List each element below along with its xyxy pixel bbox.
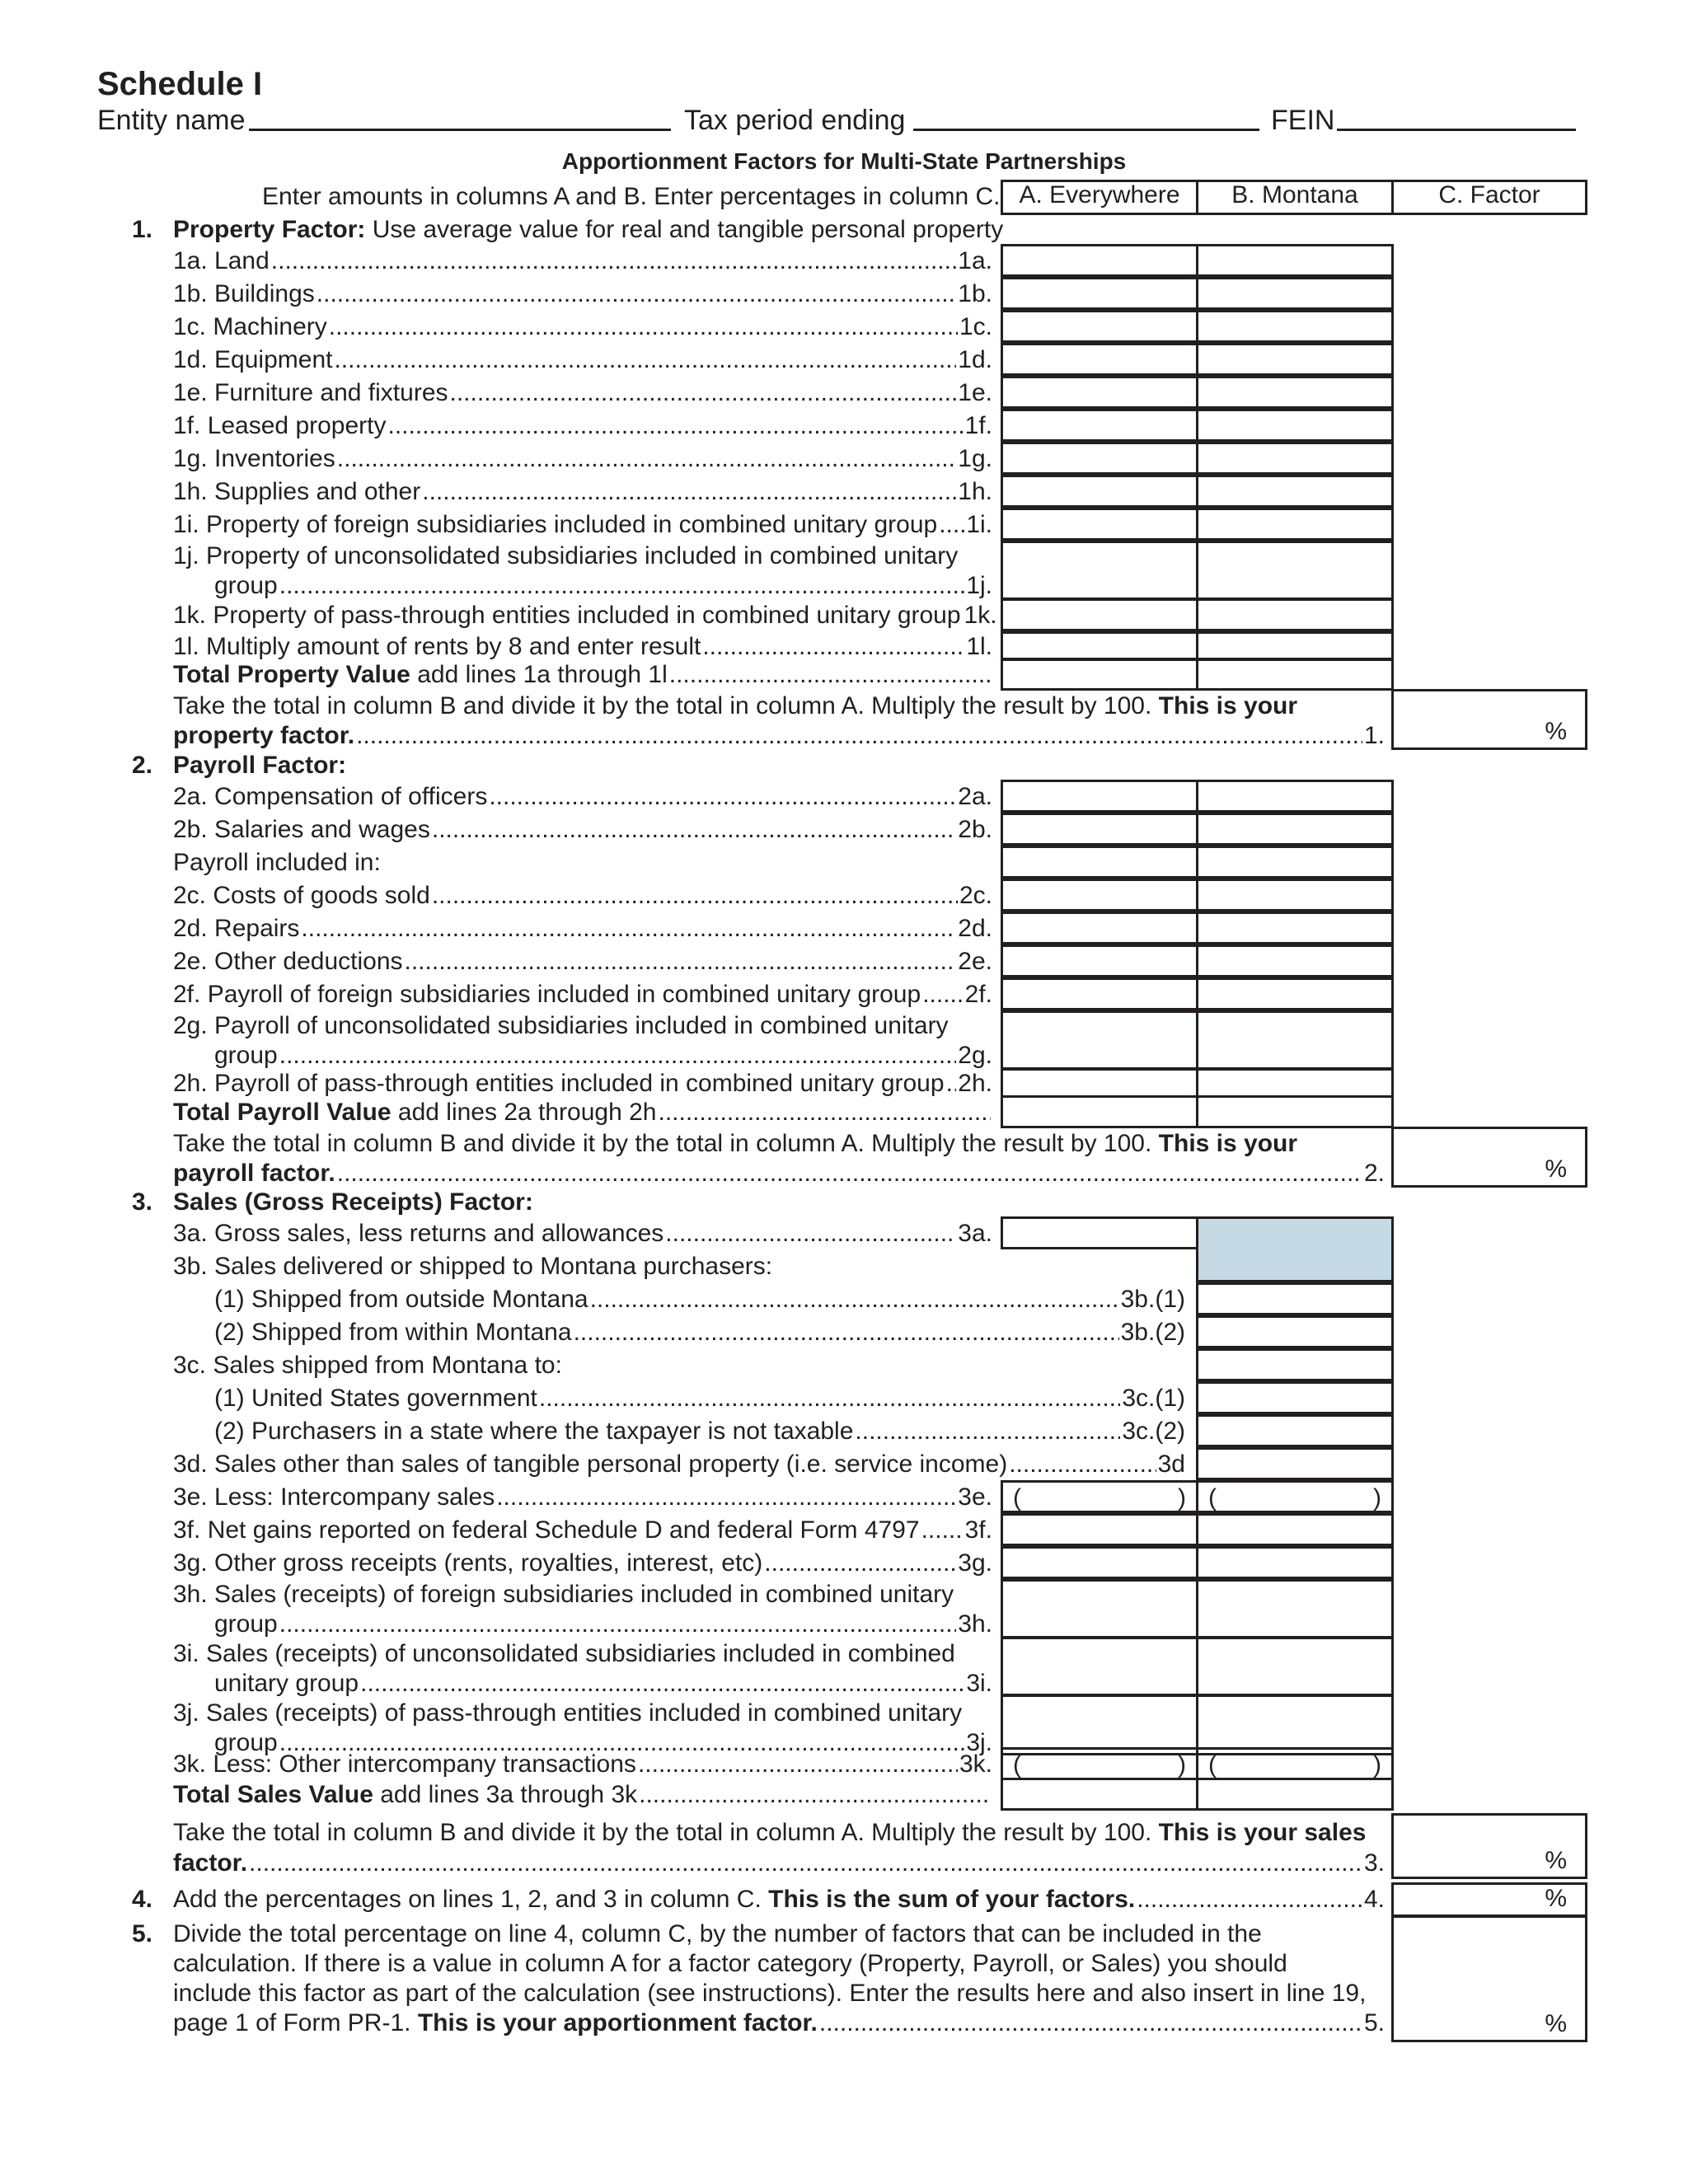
payroll-line-label: Payroll included in: [173, 849, 381, 876]
property-line-label: 1h. Supplies and other ..... 1h. [173, 478, 992, 506]
sales-cell-b[interactable] [1196, 1414, 1394, 1447]
property-total-a[interactable] [1001, 658, 1198, 691]
sales-line-label-cont: group ..... 3j. [214, 1729, 992, 1757]
property-line-label: 1e. Furniture and fixtures ..... 1e. [173, 379, 992, 407]
fein-label: FEIN [1271, 105, 1335, 136]
sales-cell-a[interactable] [1001, 1694, 1198, 1755]
property-line-label: 1c. Machinery ..... 1c. [173, 313, 992, 341]
fein-field[interactable] [1337, 129, 1576, 131]
property-cell-b[interactable] [1196, 277, 1394, 310]
payroll-cell-a[interactable] [1001, 879, 1198, 912]
payroll-line-label: 2b. Salaries and wages ..... 2b. [173, 816, 992, 844]
property-total-label: Total Property Value add lines 1a through 1l ..... [173, 661, 992, 689]
property-line-label-cont: group ..... 1j. [214, 572, 992, 600]
entity-name-label: Entity name [97, 105, 246, 136]
payroll-line-label: 2c. Costs of goods sold ..... 2c. [173, 882, 992, 910]
column-a-header: A. Everywhere [1001, 180, 1198, 215]
property-cell-a[interactable] [1001, 277, 1198, 310]
payroll-line-label: 2d. Repairs ..... 2d. [173, 915, 992, 943]
sales-factor-c[interactable]: % [1391, 1813, 1587, 1879]
property-line-label: 1i. Property of foreign subsidiaries included in combined unitary group ..... 1i. [173, 511, 992, 539]
sales-cell-a[interactable] [1001, 1579, 1198, 1638]
sales-factor-line: factor. ..... 3. [173, 1849, 1385, 1877]
sales-line-label: 3d. Sales other than sales of tangible personal property (i.e. service income) ..... 3d [173, 1451, 1185, 1479]
property-cell-a[interactable] [1001, 244, 1198, 277]
sales-cell-b[interactable] [1196, 1348, 1394, 1381]
property-cell-b[interactable] [1196, 631, 1394, 661]
sales-number: 3. [132, 1188, 153, 1216]
sales-total-label: Total Sales Value add lines 3a through 3k ..... [173, 1781, 992, 1809]
payroll-cell-b[interactable] [1196, 1068, 1394, 1098]
payroll-cell-b[interactable] [1196, 912, 1394, 944]
line4-factor-c[interactable]: % [1391, 1882, 1587, 1917]
sales-line-label: 3c. Sales shipped from Montana to: [173, 1352, 562, 1379]
sales-cell-b[interactable] [1196, 1579, 1394, 1638]
payroll-total-b[interactable] [1196, 1095, 1394, 1128]
property-cell-a[interactable] [1001, 376, 1198, 409]
sales-line-label-cont: unitary group ..... 3i. [214, 1670, 992, 1698]
property-number: 1. [132, 216, 153, 243]
sales-line-label: (1) United States government ..... 3c.(1) [214, 1385, 1185, 1413]
line5-text4: page 1 of Form PR-1. This is your apportionment factor. ..... 5. [173, 2009, 1385, 2037]
property-cell-b[interactable] [1196, 442, 1394, 475]
property-line-label: 1j. Property of unconsolidated subsidiaries included in combined unitary [173, 542, 959, 569]
property-cell-b[interactable] [1196, 343, 1394, 376]
sales-line-label: 3i. Sales (receipts) of unconsolidated subsidiaries included in combined [173, 1640, 955, 1667]
property-line-label: 1d. Equipment ..... 1d. [173, 346, 992, 374]
payroll-cell-b[interactable] [1196, 780, 1394, 813]
sales-cell-b[interactable]: ( ) [1196, 1480, 1394, 1513]
sales-cell-b[interactable] [1196, 1447, 1394, 1480]
property-cell-b[interactable] [1196, 310, 1394, 343]
payroll-line-label: 2f. Payroll of foreign subsidiaries included in combined unitary group ..... 2f. [173, 981, 992, 1009]
tax-period-field[interactable] [913, 129, 1259, 131]
payroll-factor-line: payroll factor. ..... 2. [173, 1160, 1385, 1188]
property-cell-a[interactable] [1001, 541, 1198, 600]
payroll-cell-b[interactable] [1196, 846, 1394, 879]
sales-cell-b[interactable] [1196, 1315, 1394, 1348]
line5-text3: include this factor as part of the calculation (see instructions). Enter the results here and also insert in line 19, [173, 1980, 1367, 2007]
sales-line-label: 3e. Less: Intercompany sales ..... 3e. [173, 1483, 992, 1511]
payroll-cell-a[interactable] [1001, 813, 1198, 846]
column-instruction: Enter amounts in columns A and B. Enter percentages in column C. [262, 183, 1001, 210]
payroll-factor-c[interactable]: % [1391, 1127, 1587, 1188]
sales-factor-text: Take the total in column B and divide it by the total in column A. Multiply the result by 100. This is your sales [173, 1819, 1367, 1846]
property-factor-c[interactable]: % [1391, 689, 1587, 750]
sales-cell-b[interactable] [1196, 1546, 1394, 1579]
payroll-cell-b[interactable] [1196, 977, 1394, 1010]
payroll-cell-a[interactable] [1001, 912, 1198, 944]
sales-line-label: 3g. Other gross receipts (rents, royalties, interest, etc) ..... 3g. [173, 1549, 992, 1577]
sales-cell-b[interactable] [1196, 1381, 1394, 1414]
property-factor-line: property factor. ..... 1. [173, 722, 1385, 750]
sales-cell-a[interactable]: ( ) [1001, 1747, 1198, 1780]
property-cell-b[interactable] [1196, 376, 1394, 409]
column-c-header: C. Factor [1391, 180, 1587, 215]
entity-name-field[interactable] [249, 129, 671, 131]
sales-cell-b[interactable]: ( ) [1196, 1747, 1394, 1780]
column-b-header: B. Montana [1196, 180, 1394, 215]
payroll-cell-b[interactable] [1196, 944, 1394, 977]
payroll-line-label-cont: group ..... 2g. [214, 1042, 992, 1070]
sales-cell-a[interactable] [1001, 1513, 1198, 1546]
sales-cell-a[interactable] [1001, 1546, 1198, 1579]
sales-cell-b[interactable] [1196, 1694, 1394, 1755]
payroll-number: 2. [132, 752, 153, 779]
sales-cell-a[interactable] [1001, 1637, 1198, 1696]
property-cell-a[interactable] [1001, 631, 1198, 661]
sales-total-a[interactable] [1001, 1778, 1198, 1811]
line5-factor-c[interactable]: % [1391, 1915, 1587, 2042]
property-cell-a[interactable] [1001, 598, 1198, 631]
property-factor-text: Take the total in column B and divide it by the total in column A. Multiply the result by 100. This is your [173, 692, 1298, 719]
tax-period-label: Tax period ending [684, 105, 906, 136]
payroll-line-label: 2g. Payroll of unconsolidated subsidiaries included in combined unitary [173, 1012, 949, 1039]
sales-total-b[interactable] [1196, 1778, 1394, 1811]
sales-heading: Sales (Gross Receipts) Factor: [173, 1188, 533, 1216]
payroll-factor-text: Take the total in column B and divide it by the total in column A. Multiply the result by 100. This is your [173, 1130, 1298, 1157]
sales-line-label: (2) Purchasers in a state where the taxpayer is not taxable ..... 3c.(2) [214, 1418, 1185, 1446]
payroll-cell-a[interactable] [1001, 780, 1198, 813]
payroll-cell-b[interactable] [1196, 813, 1394, 846]
property-line-label: 1k. Property of pass-through entities included in combined unitary group 1k. [173, 602, 997, 629]
payroll-cell-a[interactable] [1001, 1010, 1198, 1070]
payroll-cell-b[interactable] [1196, 1010, 1394, 1070]
line4-text: Add the percentages on lines 1, 2, and 3 in column C. This is the sum of your factors. ..... 4. [173, 1886, 1385, 1914]
sales-line-label: (2) Shipped from within Montana ..... 3b.(2) [214, 1319, 1185, 1347]
line4-number: 4. [132, 1886, 153, 1913]
property-line-label: 1b. Buildings ..... 1b. [173, 280, 992, 308]
line5-number: 5. [132, 1920, 153, 1947]
property-cell-a[interactable] [1001, 409, 1198, 442]
payroll-cell-a[interactable] [1001, 846, 1198, 879]
property-cell-a[interactable] [1001, 310, 1198, 343]
property-line-label: 1a. Land ..... 1a. [173, 247, 992, 275]
payroll-cell-b[interactable] [1196, 879, 1394, 912]
property-cell-a[interactable] [1001, 442, 1198, 475]
schedule-title: Schedule I [97, 66, 263, 102]
payroll-cell-a[interactable] [1001, 1068, 1198, 1098]
sales-cell-a[interactable] [1001, 1216, 1198, 1249]
payroll-heading: Payroll Factor: [173, 752, 347, 779]
sales-cell-b [1196, 1216, 1394, 1282]
form-title: Apportionment Factors for Multi-State Partnerships [561, 148, 1127, 174]
payroll-total-a[interactable] [1001, 1095, 1198, 1128]
line5-text2: calculation. If there is a value in column A for a factor category (Property, Payroll, or Sales) you should [173, 1950, 1287, 1977]
sales-line-label: 3j. Sales (receipts) of pass-through entities included in combined unitary [173, 1699, 963, 1727]
sales-line-label-cont: group ..... 3h. [214, 1610, 992, 1638]
sales-line-label: 3f. Net gains reported on federal Schedule D and federal Form 4797 ..... 3f. [173, 1516, 992, 1544]
property-cell-b[interactable] [1196, 409, 1394, 442]
sales-line-label: 3h. Sales (receipts) of foreign subsidiaries included in combined unitary [173, 1581, 954, 1608]
sales-line-label: 3b. Sales delivered or shipped to Montana purchasers: [173, 1253, 773, 1280]
property-cell-a[interactable] [1001, 475, 1198, 508]
property-cell-b[interactable] [1196, 541, 1394, 600]
sales-cell-b[interactable] [1196, 1513, 1394, 1546]
payroll-cell-a[interactable] [1001, 944, 1198, 977]
payroll-line-label: 2e. Other deductions ..... 2e. [173, 948, 992, 976]
sales-cell-b[interactable] [1196, 1282, 1394, 1315]
property-line-label: 1l. Multiply amount of rents by 8 and enter result ..... 1l. [173, 633, 992, 661]
property-cell-a[interactable] [1001, 508, 1198, 541]
property-cell-b[interactable] [1196, 598, 1394, 631]
sales-line-label: 3a. Gross sales, less returns and allowances ..... 3a. [173, 1220, 992, 1248]
sales-cell-b[interactable] [1196, 1637, 1394, 1696]
payroll-line-label: 2a. Compensation of officers ..... 2a. [173, 783, 992, 811]
property-cell-b[interactable] [1196, 244, 1394, 277]
payroll-total-label: Total Payroll Value add lines 2a through 2h ..... [173, 1099, 992, 1127]
property-cell-b[interactable] [1196, 508, 1394, 541]
sales-cell-a[interactable]: ( ) [1001, 1480, 1198, 1513]
line5-text1: Divide the total percentage on line 4, column C, by the number of factors that can be included in the [173, 1920, 1262, 1947]
property-cell-b[interactable] [1196, 475, 1394, 508]
sales-line-label: (1) Shipped from outside Montana ..... 3b.(1) [214, 1286, 1185, 1314]
property-line-label: 1g. Inventories ..... 1g. [173, 445, 992, 473]
property-heading: Property Factor: Use average value for real and tangible personal property [173, 216, 1004, 243]
property-total-b[interactable] [1196, 658, 1394, 691]
payroll-cell-a[interactable] [1001, 977, 1198, 1010]
payroll-line-label: 2h. Payroll of pass-through entities included in combined unitary group ..... 2h. [173, 1070, 992, 1098]
property-cell-a[interactable] [1001, 343, 1198, 376]
property-line-label: 1f. Leased property ..... 1f. [173, 412, 992, 440]
sales-line-label: 3k. Less: Other intercompany transactions ..... 3k. [173, 1750, 992, 1779]
